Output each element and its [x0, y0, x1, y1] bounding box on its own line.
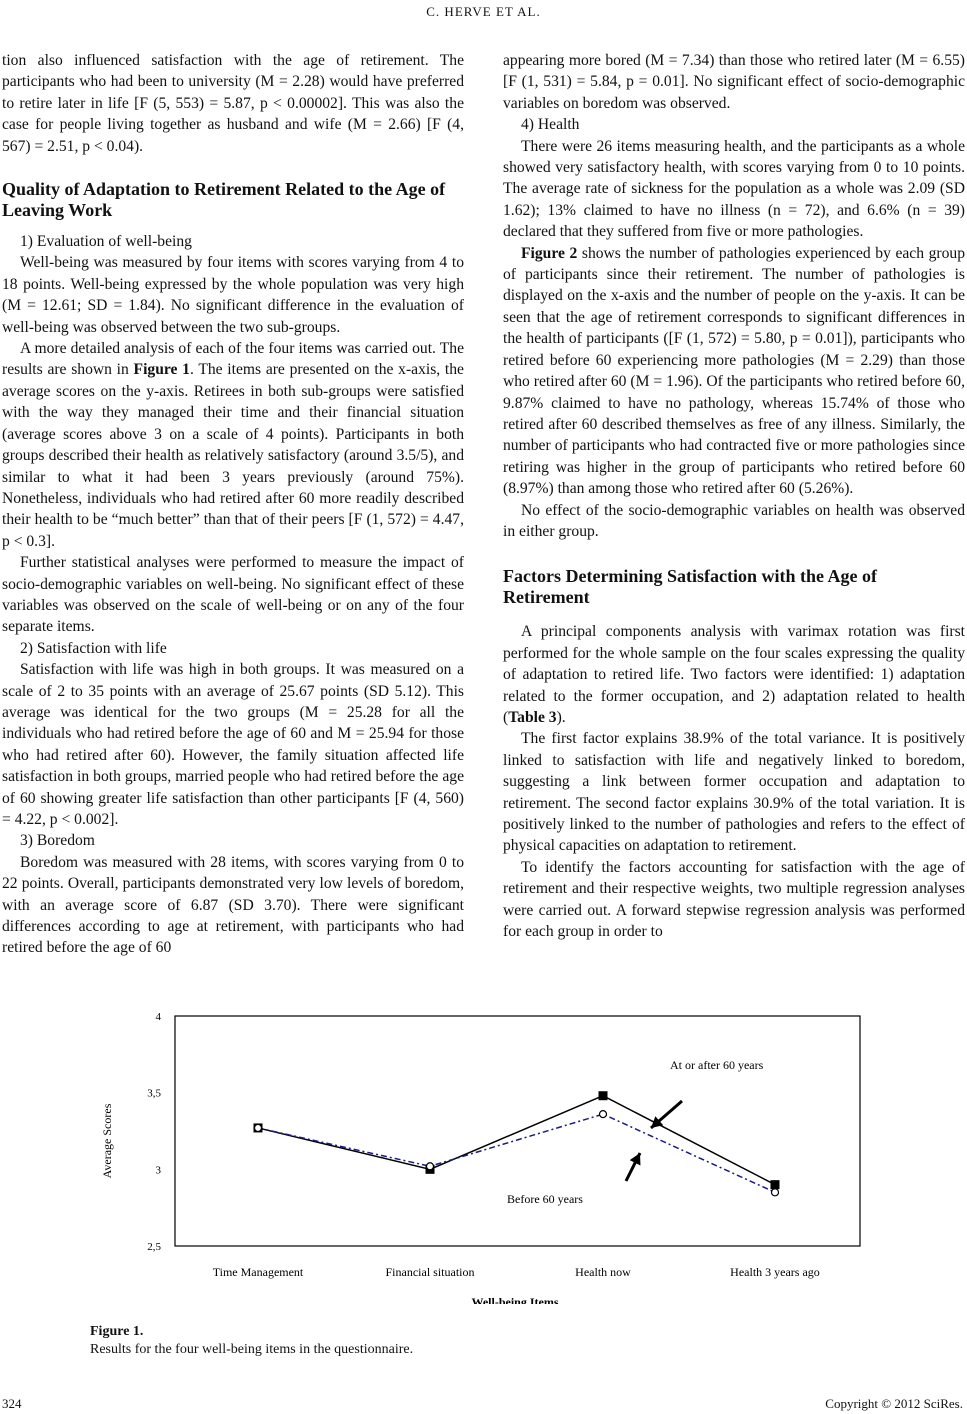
text-run: . The items are presented on the x-axis, the average scores on the y-axis. Retirees in both sub-groups were satisfied with the way they managed their time and their financial situation (average scores above 3 on a scale of 4 points). Participants in both groups described their health as relatively satisfactory (around 3.5/5), and similar to what it had been 3 years previously (around 75%). Nonetheless, individuals who had retired after 60 more readily described their health to be “much better” than that of their peers [F (1, 572) = 4.47, p < 0.3]. [2, 361, 464, 550]
figure-reference: Figure 2 [521, 244, 578, 262]
running-head: C. HERVE ET AL. [426, 4, 541, 19]
annotation-label: At or after 60 years [670, 1058, 764, 1072]
paragraph: Satisfaction with life was high in both groups. It was measured on a scale of 2 to 35 points with an average of 25.67 points (SD 5.12). This average was identical for the two groups (M = 25.28 for all the individuals who had retired before the age of 60 and M = 25.94 for those who had retired after 60). However, the family situation affected life satisfaction in both groups, married people who had retired before the age of 60 showing greater life satisfaction than other participants [F (4, 560) = 4.22, p < 0.002]. [2, 661, 464, 828]
data-point-before-60 [600, 1111, 607, 1118]
table-reference: Table 3 [508, 708, 557, 726]
paragraph [2, 338, 464, 552]
x-axis-label: Well-being Items [471, 1295, 559, 1304]
section-heading-quality: Quality of Adaptation to Retirement Related to the Age of Leaving Work [2, 179, 446, 221]
y-axis-label: Average Scores [100, 1103, 114, 1179]
y-tick-label: 3 [155, 1164, 161, 1177]
paragraph: To identify the factors accounting for satisfaction with the age of retirement and their respective weights, two multiple regression analyses were carried out. A forward stepwise regression analysis was performed for each group in order to [503, 858, 965, 941]
copyright-notice: Copyright © 2012 SciRes. [825, 1396, 963, 1411]
page-number: 324 [2, 1396, 22, 1411]
subsection-label: 3) Boredom [20, 832, 95, 850]
text-run: ). [556, 708, 566, 726]
subsection-label: 2) Satisfaction with life [20, 639, 167, 657]
y-tick-label: 4 [155, 1011, 161, 1023]
plot-frame [175, 1016, 860, 1246]
paragraph: Boredom was measured with 28 items, with scores varying from 0 to 22 points. Overall, participants demonstrated very low levels of boredom, with an average score of 6.87 (SD 3.70). There were significant differences according to age at retirement, with participants who had retired before the age of 60 [2, 853, 464, 957]
figure-1 [90, 1004, 890, 1304]
paragraph: No effect of the socio-demographic variables on health was observed in either group. [503, 501, 965, 540]
paragraph: The first factor explains 38.9% of the total variance. It is positively linked to satisfaction with life and negatively linked to boredom, suggesting a link between former occupation and adaptation to retirement. The second factor explains 30.9% of the total variation. It is positively linked to the number of pathologies and refers to the effect of physical capacities on adaptation to retirement. [503, 730, 965, 855]
annotation-label: Before 60 years [507, 1192, 583, 1206]
text-run: shows the number of pathologies experienced by each group of participants since their retirement. The number of pathologies is displayed on the x-axis and the number of people on the y-axis. It can be seen that the age of retirement corresponds to significant differences in the health of participants ([F (1, 572) = 5.80, p = 0.01]), participants who retired before 60 experiencing more pathologies (M = 2.29) than those who retired after 60 (M = 1.96). Of the participants who retired before 60, 9.87% claimed to have no pathology, whereas 15.74% of those who retired after 60 described themselves as free of any illness. Similarly, the number of participants who had contracted five or more pathologies since retiring was higher in the group of participants who retired before 60 (8.97%) than among those who retired after 60 (5.26%). [503, 244, 965, 498]
paragraph: tion also influenced satisfaction with the age of retirement. The participants who had been to university (M = 2.28) would have preferred to retire later in life [F (5, 553) = 5.87, p < 0.00002]. This was also the case for people living together as husband and wife (M = 2.66) [F (4, 567) = 2.51, p < 0.04). [2, 52, 464, 155]
text-run: A principal components analysis with varimax rotation was first performed for the whole sample on the four scales expressing the quality of adaptation to retired life. Two factors were identified: 1) adaptation related to the former occupation, and 2) adaptation related to health ( [503, 623, 965, 726]
series-line-before-60 [258, 1114, 775, 1192]
paragraph: appearing more bored (M = 7.34) than those who retired later (M = 6.55) [F (1, 531) = 5.84, p = 0.01]. No significant effect of socio-demographic variables on boredom was observed. [503, 52, 965, 112]
line-chart [90, 1004, 890, 1304]
x-tick-label: Health now [575, 1265, 631, 1279]
x-tick-label: Time Management [212, 1265, 304, 1279]
right-column [503, 50, 965, 942]
data-point-after-60 [771, 1180, 780, 1189]
text-run: A more detailed analysis of each of the four items was carried out. The results are shown in [2, 340, 464, 379]
paragraph: Well-being was measured by four items with scores varying from 4 to 18 points. Well-being expressed by the whole population was very high (M = 12.61; SD = 1.84). No significant difference in the evaluation of well-being was observed between the two sub-groups. [2, 254, 464, 336]
data-point-before-60 [427, 1163, 434, 1170]
x-tick-label: Health 3 years ago [730, 1265, 820, 1279]
subsection-label: 1) Evaluation of well-being [20, 233, 192, 251]
subsection-label: 4) Health [521, 116, 580, 134]
paragraph: Further statistical analyses were performed to measure the impact of socio-demographic variables on well-being. No significant effect of these variables was observed on the scale of well-being or on any of the four separate items. [2, 554, 464, 636]
paragraph [503, 621, 965, 728]
y-tick-label: 3,5 [147, 1087, 161, 1100]
caption-title: Figure 1. [90, 1324, 144, 1339]
data-point-after-60 [599, 1091, 608, 1100]
caption-text: Results for the four well-being items in the questionnaire. [90, 1342, 414, 1357]
figure-caption [90, 1323, 413, 1359]
figure-reference: Figure 1 [133, 361, 190, 379]
data-point-before-60 [255, 1124, 262, 1131]
y-tick-label: 2,5 [147, 1241, 161, 1253]
section-heading-factors: Factors Determining Satisfaction with the Age of Retirement [503, 566, 877, 608]
paragraph: There were 26 items measuring health, and the participants as a whole showed very satisfactory health, with scores varying from 0 to 10 points. The average rate of sickness for the population as a whole was 2.09 (SD 1.62); 13% claimed to have no illness (n = 72), and 6.6% (n = 39) declared that they suffered from five or more pathologies. [503, 137, 965, 241]
x-tick-label: Financial situation [385, 1265, 475, 1279]
paragraph [503, 243, 965, 500]
data-point-before-60 [772, 1189, 779, 1196]
left-column [2, 50, 464, 959]
